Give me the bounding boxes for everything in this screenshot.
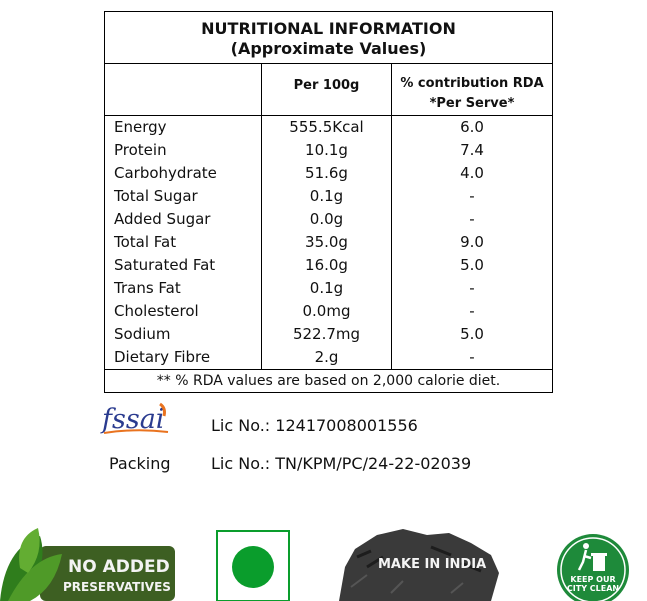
fssai-license-number: Lic No.: 12417008001556 (211, 416, 418, 435)
nutrient-rda: - (469, 187, 475, 205)
nutrient-name: Added Sugar (114, 210, 211, 228)
nutrient-value: 16.0g (305, 256, 348, 274)
clean-line1: KEEP OUR (570, 575, 616, 584)
table-title-box (105, 12, 552, 64)
column-header-rda-line2: *Per Serve* (429, 96, 515, 111)
table-title: NUTRITIONAL INFORMATION (201, 19, 456, 38)
nutrient-rda: - (469, 302, 475, 320)
make-in-india-logo (331, 527, 503, 601)
fssai-logo (100, 400, 172, 438)
table-row (105, 231, 552, 254)
nutrient-value: 555.5Kcal (289, 118, 364, 136)
nutrient-rda: 4.0 (460, 164, 484, 182)
table-row (105, 254, 552, 277)
table-subtitle: (Approximate Values) (230, 39, 427, 58)
table-row (105, 323, 552, 346)
nutrient-value: 522.7mg (292, 325, 361, 343)
nutrient-name: Saturated Fat (114, 256, 216, 274)
nutrient-value: 0.1g (309, 279, 344, 297)
table-row (105, 185, 552, 208)
table-row (105, 277, 552, 300)
nutrient-value: 10.1g (305, 141, 348, 159)
table-row (105, 346, 552, 369)
column-header-per-100g: Per 100g (293, 78, 360, 93)
nutrient-value: 0.0g (309, 210, 344, 228)
column-header-rda (392, 74, 552, 114)
keep-city-clean-logo (553, 532, 633, 601)
nutrient-rda: - (469, 279, 475, 297)
clean-line2: CITY CLEAN (566, 584, 620, 593)
veg-symbol (216, 530, 290, 601)
nutrient-name: Energy (114, 118, 167, 136)
table-row (105, 116, 552, 139)
fssai-logo-text: fssai (102, 404, 165, 435)
table-header-row (105, 64, 552, 116)
table-row (105, 162, 552, 185)
nutrient-rda: - (469, 348, 475, 366)
nutrient-value: 2.g (314, 348, 339, 366)
make-in-india-text: MAKE IN INDIA (378, 557, 487, 572)
nutrient-name: Dietary Fibre (114, 348, 211, 366)
badge-preservatives-line2: PRESERVATIVES (63, 580, 171, 594)
table-row (105, 300, 552, 323)
table-row (105, 139, 552, 162)
table-row (105, 208, 552, 231)
nutrient-rda: 6.0 (460, 118, 484, 136)
nutrient-name: Cholesterol (114, 302, 199, 320)
nutrient-value: 51.6g (305, 164, 348, 182)
nutrient-name: Trans Fat (114, 279, 181, 297)
packing-label: Packing (109, 454, 171, 473)
nutrient-name: Total Sugar (114, 187, 198, 205)
column-header-rda-line1: % contribution RDA (400, 76, 544, 91)
packing-license-number: Lic No.: TN/KPM/PC/24-22-02039 (211, 454, 472, 473)
nutrient-value: 35.0g (305, 233, 348, 251)
rda-footnote: ** % RDA values are based on 2,000 calorie diet. (105, 369, 552, 393)
nutrient-value: 0.1g (309, 187, 344, 205)
no-added-preservatives-badge (0, 528, 175, 601)
nutrient-rda: 7.4 (460, 141, 484, 159)
table-body (105, 116, 552, 370)
nutrition-table (104, 11, 553, 393)
nutrient-rda: - (469, 210, 475, 228)
nutrient-value: 0.0mg (302, 302, 351, 320)
nutrient-name: Protein (114, 141, 167, 159)
nutrient-name: Sodium (114, 325, 171, 343)
nutrient-name: Total Fat (114, 233, 177, 251)
nutrient-name: Carbohydrate (114, 164, 217, 182)
nutrient-rda: 5.0 (460, 325, 484, 343)
badge-preservatives-line1: NO ADDED (68, 557, 170, 577)
nutrient-rda: 5.0 (460, 256, 484, 274)
nutrient-rda: 9.0 (460, 233, 484, 251)
